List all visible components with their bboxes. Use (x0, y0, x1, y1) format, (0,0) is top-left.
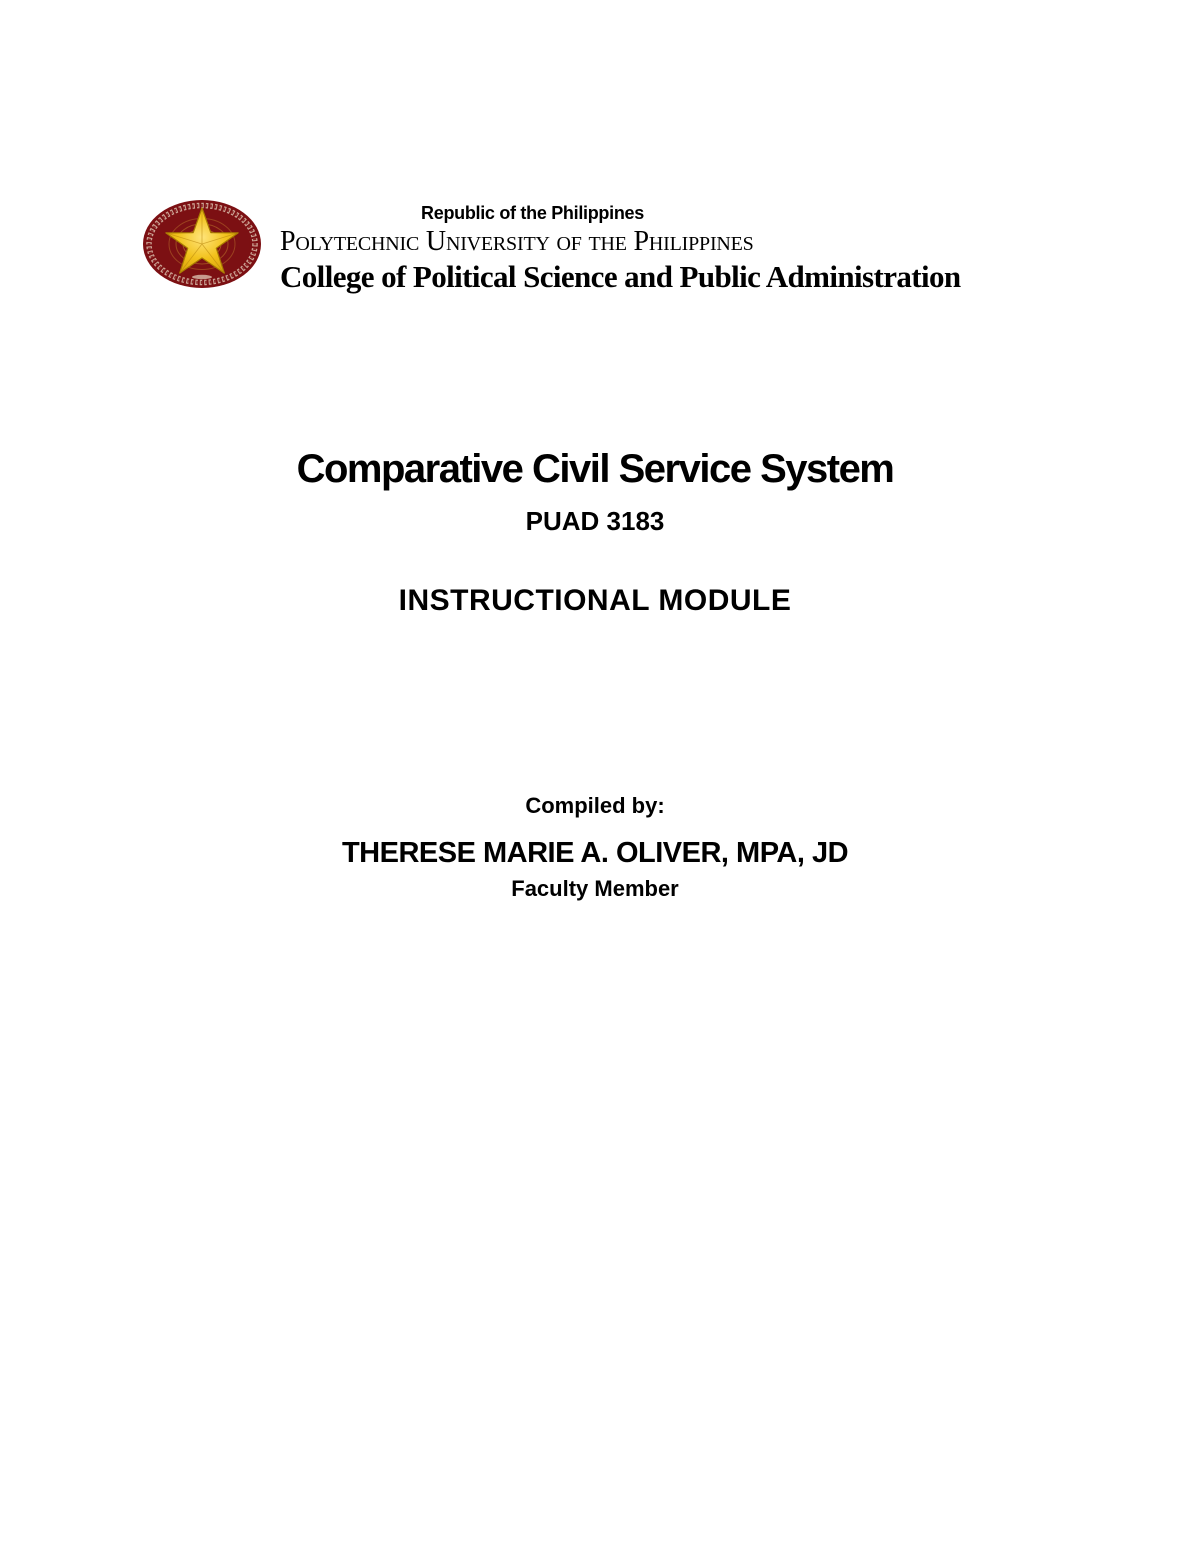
pup-seal-icon (142, 199, 262, 289)
header-republic-line: Republic of the Philippines (421, 203, 644, 223)
course-title: Comparative Civil Service System (296, 447, 894, 491)
module-type-label: INSTRUCTIONAL MODULE (398, 584, 792, 617)
course-code: PUAD 3183 (525, 506, 665, 536)
institution-header (280, 201, 1020, 296)
compiled-by-label: Compiled by: (525, 793, 665, 818)
author-name: THERESE MARIE A. OLIVER, MPA, JD (341, 837, 849, 869)
header-university-line: Polytechnic University of the Philippines (280, 226, 754, 257)
header-college-line: College of Political Science and Public Administration (280, 259, 961, 294)
author-role: Faculty Member (511, 876, 679, 901)
